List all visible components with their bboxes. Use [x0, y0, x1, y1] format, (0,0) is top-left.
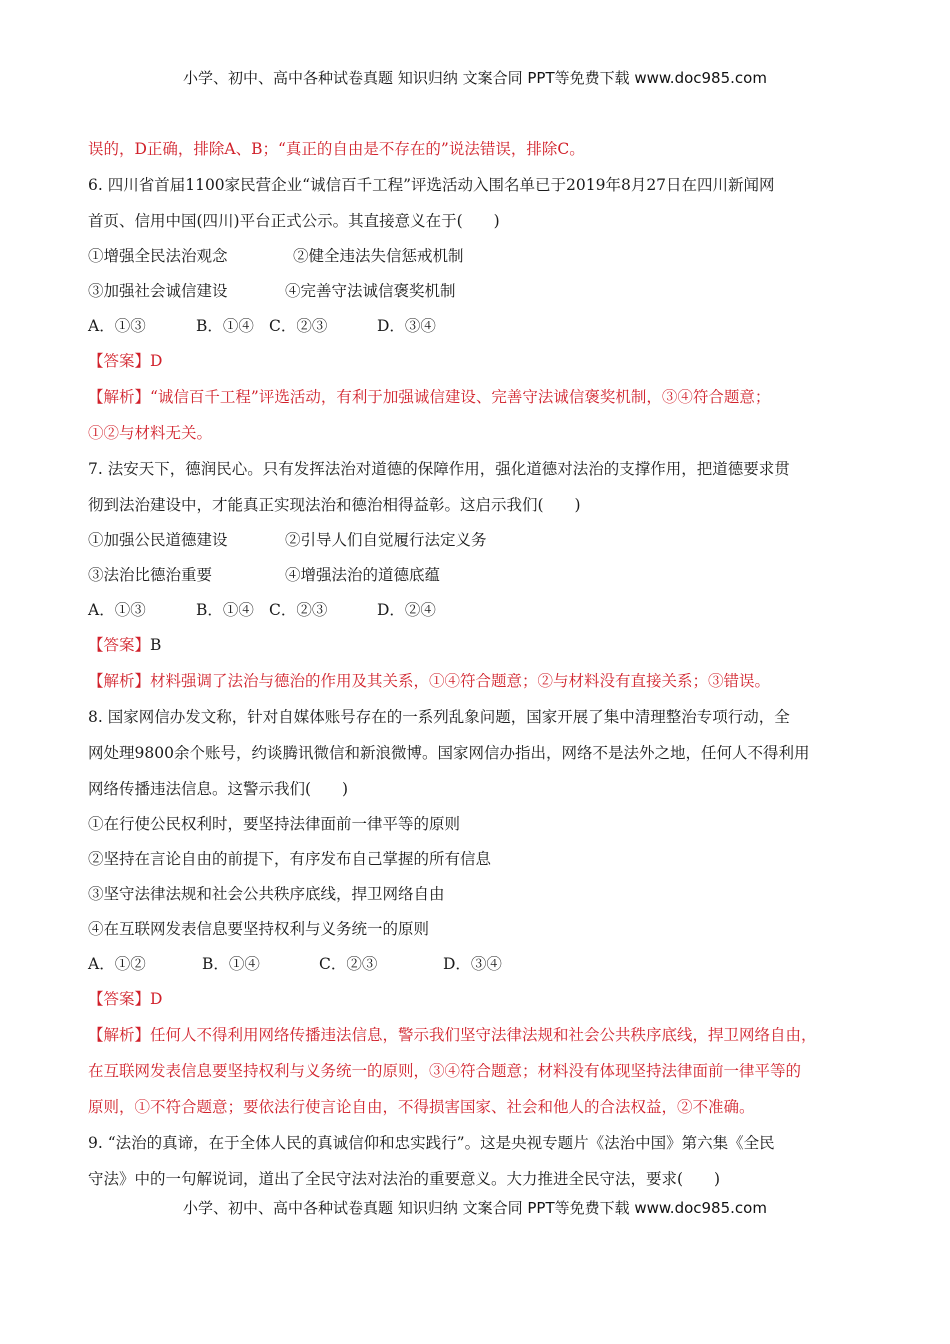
q8-statement-4: ④在互联网发表信息要坚持权利与义务统一的原则	[88, 920, 430, 938]
q8-stem-line-3: 网络传播违法信息。这警示我们( )	[88, 780, 349, 798]
q6-statement-2: ②健全违法失信惩戒机制	[293, 247, 464, 265]
q8-statement-1: ①在行使公民权利时，要坚持法律面前一律平等的原则	[88, 815, 461, 833]
q7-choices	[88, 593, 868, 628]
q7-answer-label: 【答案】	[88, 636, 151, 654]
q7-choice-c: C．②③	[269, 601, 328, 619]
q9-stem-line-2: 守法》中的一句解说词，道出了全民守法对法治的重要意义。大力推进全民守法，要求( )	[88, 1170, 721, 1188]
q8-statement-3: ③坚守法律法规和社会公共秩序底线，捍卫网络自由	[88, 885, 445, 903]
q7-statements-1	[88, 523, 868, 558]
q7-stem-line-2: 彻到法治建设中，才能真正实现法治和德治相得益彰。这启示我们( )	[88, 496, 581, 514]
q6-stem-line-1: 6. 四川省首届1100家民营企业“诚信百千工程”评选活动入围名单已于2019年8月27日在四川新闻网	[88, 176, 775, 194]
q7-stem-line-1: 7. 法安天下，德润民心。只有发挥法治对道德的保障作用，强化道德对法治的支撑作用，把道德要求贯	[88, 460, 790, 478]
q6-choice-a: A．①③	[88, 317, 146, 335]
q7-choice-a: A．①③	[88, 601, 146, 619]
q6-statements-2	[88, 274, 868, 309]
prev-explanation-tail: 误的，D正确，排除A、B；“真正的自由是不存在的”说法错误，排除C。	[88, 140, 585, 158]
q7-explanation: 【解析】材料强调了法治与德治的作用及其关系，①④符合题意；②与材料没有直接关系；③错误。	[88, 672, 771, 690]
document-body	[88, 132, 868, 1197]
q8-explanation-line-1: 【解析】任何人不得利用网络传播违法信息，警示我们坚守法律法规和社会公共秩序底线，捍卫网络自由，	[88, 1026, 817, 1044]
q6-statement-1: ①增强全民法治观念	[88, 247, 228, 265]
q8-explanation-line-2: 在互联网发表信息要坚持权利与义务统一的原则，③④符合题意；材料没有体现坚持法律面前一律平等的	[88, 1062, 802, 1080]
q7-choice-d: D．②④	[377, 601, 436, 619]
page-footer: 小学、初中、高中各种试卷真题 知识归纳 文案合同 PPT等免费下载 www.doc985.com	[183, 1199, 767, 1217]
q7-statement-1: ①加强公民道德建设	[88, 531, 228, 549]
q8-choices	[88, 947, 868, 982]
q7-choice-b: B．①④	[196, 601, 254, 619]
q8-answer: 【答案】D	[88, 990, 163, 1008]
q7-statement-3: ③法治比德治重要	[88, 566, 213, 584]
q8-stem-line-2: 网处理9800余个账号，约谈腾讯微信和新浪微博。国家网信办指出，网络不是法外之地，任何人不得利用	[88, 744, 810, 762]
q6-answer: 【答案】D	[88, 352, 163, 370]
q6-statement-3: ③加强社会诚信建设	[88, 282, 228, 300]
q6-statement-4: ④完善守法诚信褒奖机制	[285, 282, 456, 300]
q7-statement-2: ②引导人们自觉履行法定义务	[285, 531, 487, 549]
q8-stem-line-1: 8. 国家网信办发文称，针对自媒体账号存在的一系列乱象问题，国家开展了集中清理整治专项行动，全	[88, 708, 790, 726]
q8-choice-d: D．③④	[443, 955, 502, 973]
q6-stem-line-2: 首页、信用中国(四川)平台正式公示。其直接意义在于( )	[88, 212, 500, 230]
q7-answer-letter: B	[150, 636, 162, 654]
q8-explanation-line-3: 原则，①不符合题意；要依法行使言论自由，不得损害国家、社会和他人的合法权益，②不准确。	[88, 1098, 755, 1116]
q7-answer	[88, 628, 868, 663]
q6-choices	[88, 309, 868, 344]
q6-choice-c: C．②③	[269, 317, 328, 335]
q7-statement-4: ④增强法治的道德底蕴	[285, 566, 441, 584]
q8-statement-2: ②坚持在言论自由的前提下，有序发布自己掌握的所有信息	[88, 850, 492, 868]
q8-choice-c: C．②③	[319, 955, 378, 973]
q6-choice-b: B．①④	[196, 317, 254, 335]
q6-explanation-line-2: ①②与材料无关。	[88, 424, 213, 442]
q7-statements-2	[88, 558, 868, 593]
q6-explanation-line-1: 【解析】“诚信百千工程”评选活动，有利于加强诚信建设、完善守法诚信褒奖机制，③④符合题意；	[88, 388, 771, 406]
q6-choice-d: D．③④	[377, 317, 436, 335]
page-header: 小学、初中、高中各种试卷真题 知识归纳 文案合同 PPT等免费下载 www.doc985.com	[183, 69, 767, 87]
q8-choice-a: A．①②	[88, 955, 146, 973]
q9-stem-line-1: 9. “法治的真谛，在于全体人民的真诚信仰和忠实践行”。这是央视专题片《法治中国》第六集《全民	[88, 1134, 775, 1152]
q6-statements-1	[88, 239, 868, 274]
q8-choice-b: B．①④	[202, 955, 260, 973]
